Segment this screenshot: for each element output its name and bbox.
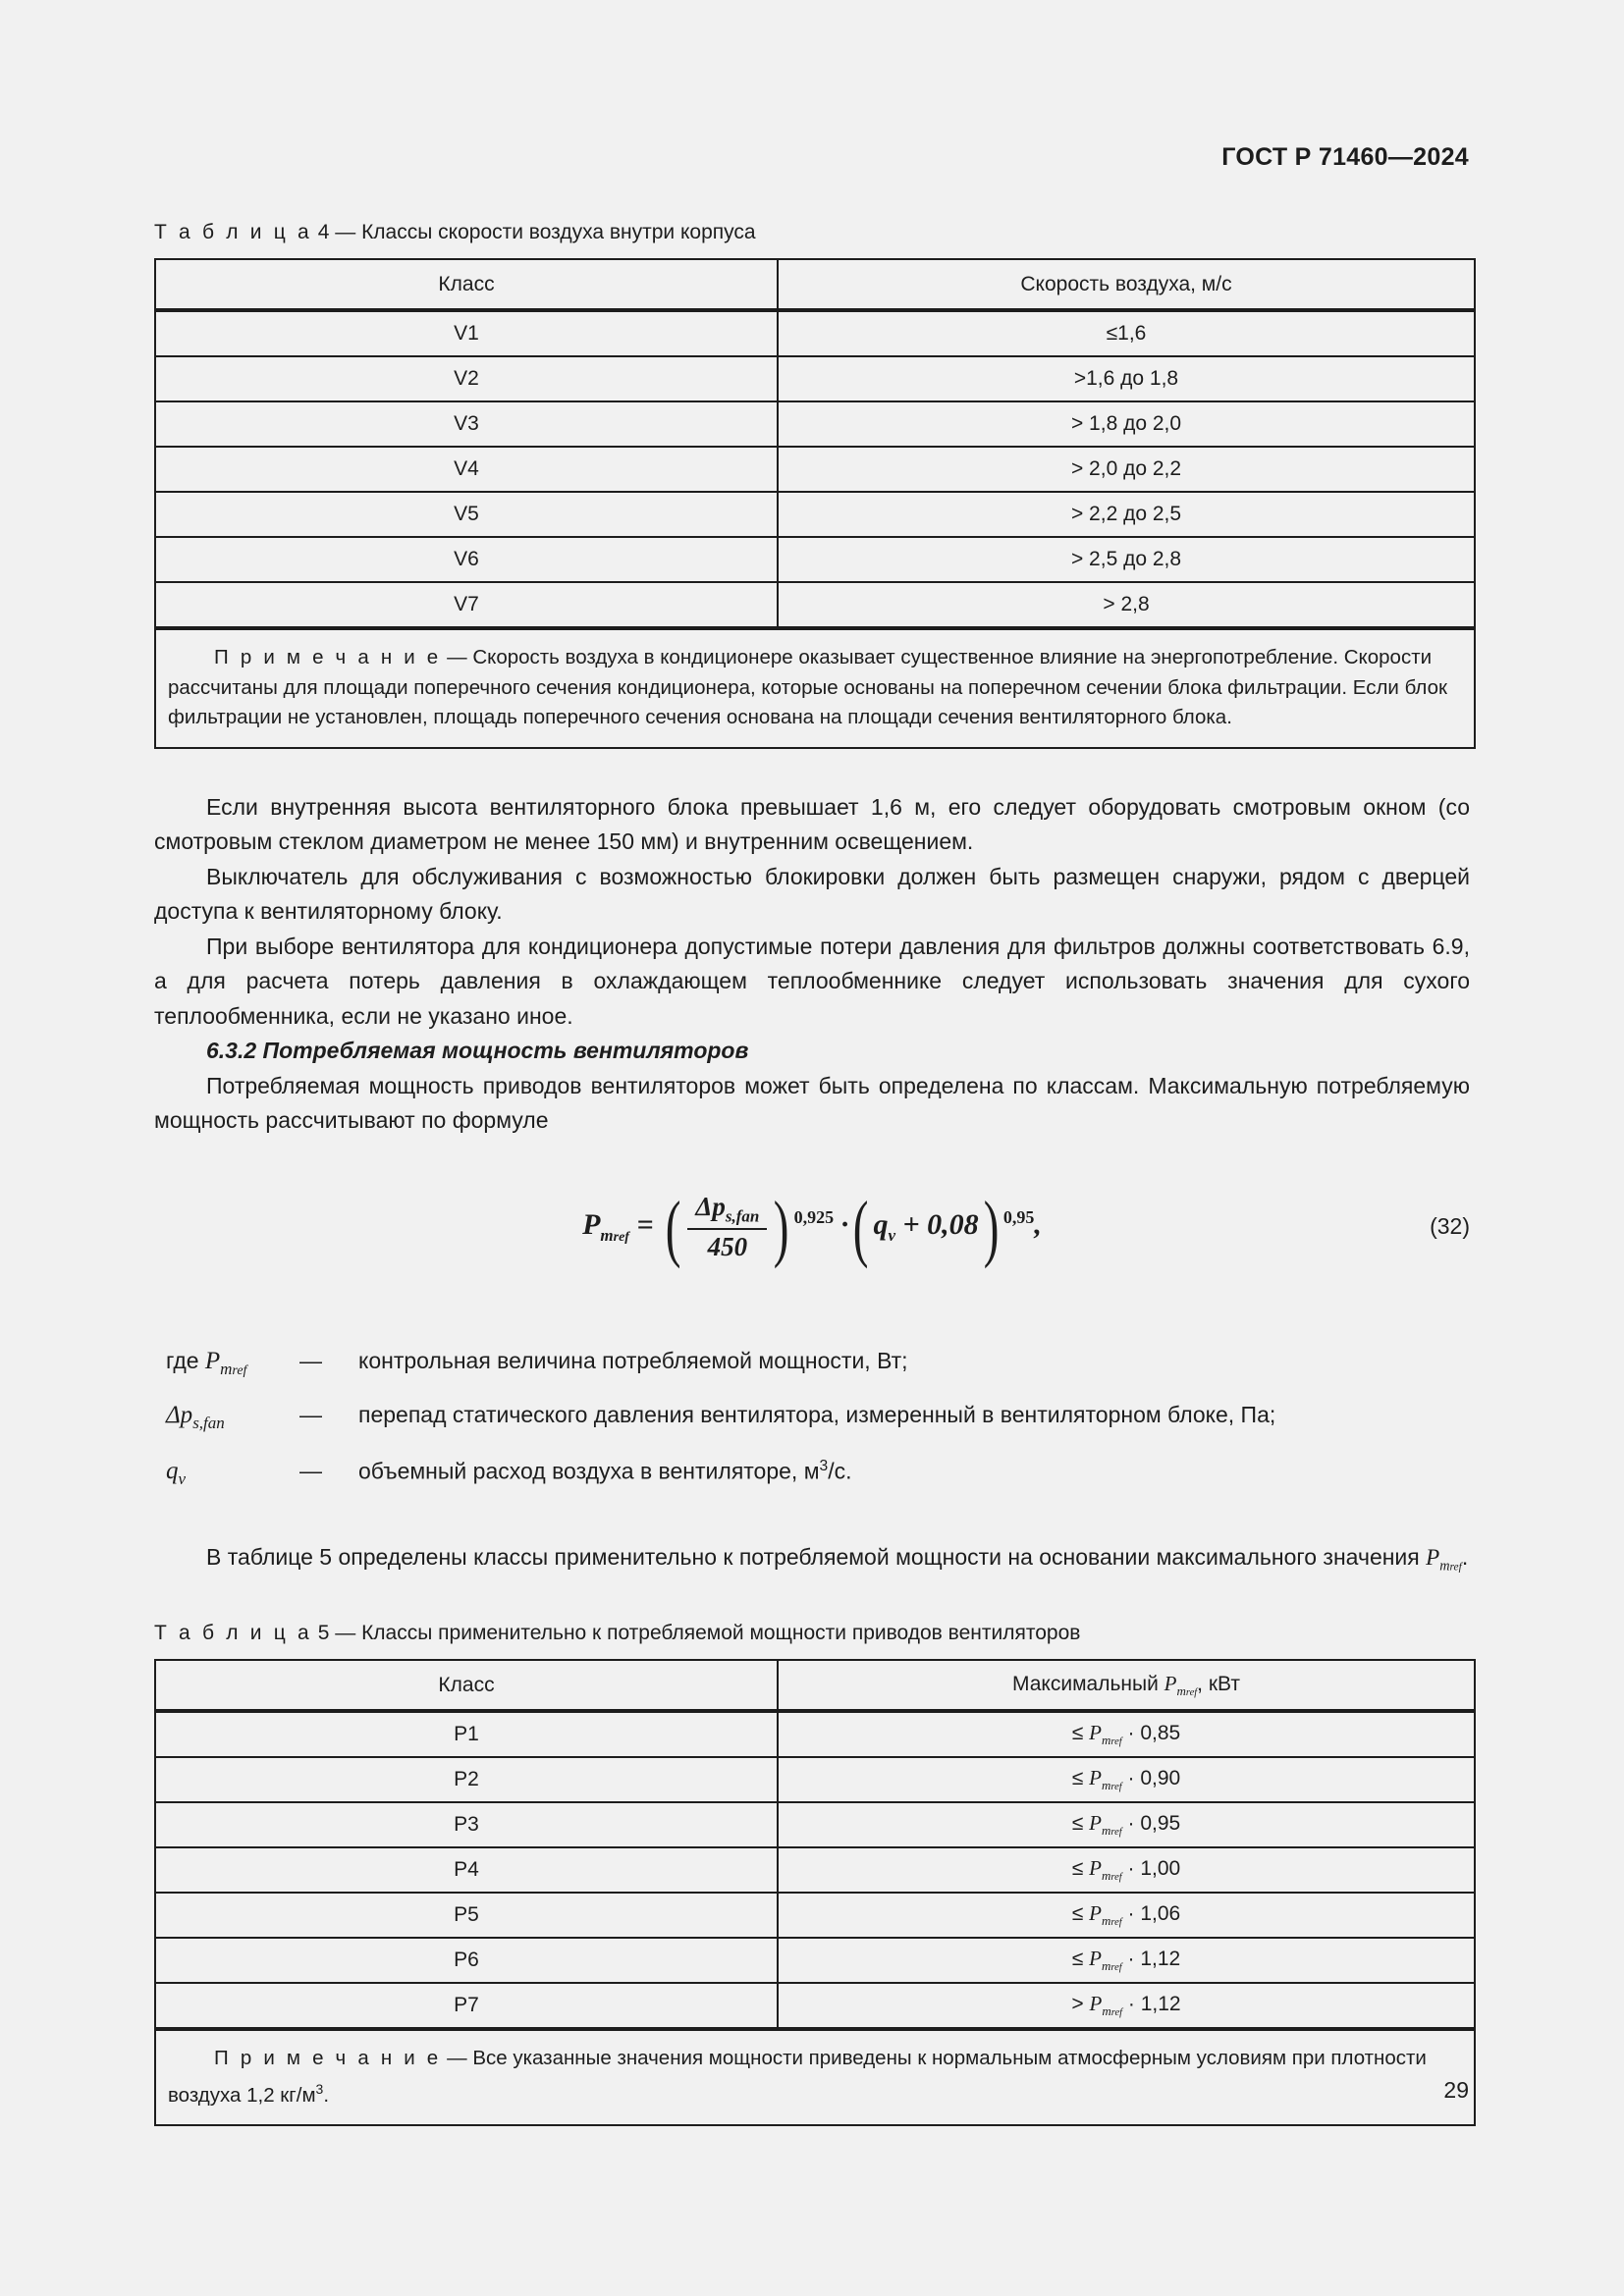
table5-cell-class: P2	[155, 1757, 778, 1802]
table5-cell-class: P5	[155, 1893, 778, 1938]
formula-lhs: $P_{mref}$	[582, 1207, 629, 1245]
table5-note-label: П р и м е ч а н и е	[214, 2047, 442, 2070]
table4-cell-class: V6	[155, 537, 778, 582]
table5-cell-value: ≤ $P_{mref} \cdot 1,12$	[778, 1938, 1475, 1983]
table-air-velocity-classes	[154, 258, 1476, 749]
formula-32-number: (32)	[1430, 1212, 1470, 1239]
table5-cell-class: P1	[155, 1711, 778, 1757]
table4-note	[155, 628, 1475, 748]
table4-caption-dash: —	[335, 221, 356, 243]
table5-caption-title: Классы применительно к потребляемой мощности приводов вентиляторов	[361, 1622, 1081, 1645]
table4-cell-class: V4	[155, 447, 778, 492]
formula-open-paren: (	[665, 1187, 681, 1270]
table4-caption-title: Классы скорости воздуха внутри корпуса	[361, 221, 756, 243]
table-row	[155, 582, 1475, 628]
list-item	[154, 1445, 1470, 1502]
table5-note-row	[155, 2029, 1475, 2125]
table5-cell-value: > $P_{mref} \cdot 1,12$	[778, 1983, 1475, 2029]
table5-cell-class: P4	[155, 1847, 778, 1893]
table4-cell-class: V3	[155, 401, 778, 447]
formula-comma: ,	[1034, 1207, 1042, 1241]
where-dash: —	[299, 1458, 322, 1484]
table5-cell-value: ≤ $P_{mref} \cdot 1,06$	[778, 1893, 1475, 1938]
table4-cell-value: > 1,8 до 2,0	[778, 401, 1475, 447]
table5-note-dash: —	[447, 2047, 467, 2070]
table4-cell-value: > 2,2 до 2,5	[778, 492, 1475, 537]
table5-cell-class: P7	[155, 1983, 778, 2029]
inline-pmref: $P_{mref}$	[1426, 1545, 1462, 1575]
table4-cell-value: > 2,0 до 2,2	[778, 447, 1475, 492]
table-row	[155, 1802, 1475, 1847]
table-row	[155, 447, 1475, 492]
table4-header-velocity: Скорость воздуха, м/с	[778, 259, 1475, 310]
table4-note-row	[155, 628, 1475, 748]
where-text-pmref: контрольная величина потребляемой мощности, Вт;	[358, 1347, 908, 1373]
where-symbol-dps-fan: $\Delta p_{s,fan}$	[166, 1401, 225, 1432]
table5-cell-value: ≤ $P_{mref} \cdot 0,90$	[778, 1757, 1475, 1802]
table5-caption-number: 5	[317, 1622, 330, 1645]
formula-equals: =	[636, 1207, 654, 1241]
table5-caption-dash: —	[335, 1622, 356, 1645]
table4-cell-class: V7	[155, 582, 778, 628]
formula-32-block	[154, 1178, 1470, 1294]
formula-second-exponent: 0,95	[1002, 1206, 1035, 1227]
where-dash: —	[299, 1401, 322, 1427]
paragraph-viewing-window: Если внутренняя высота вентиляторного блока превышает 1,6 м, его следует оборудовать смотровым окном (со смотровым стеклом диаметром не менее 150 мм) и внутренним освещением.	[154, 793, 1470, 854]
table5-cell-class: P6	[155, 1938, 778, 1983]
table-row	[155, 356, 1475, 401]
heading-6-3-2: 6.3.2 Потребляемая мощность вентиляторов	[206, 1038, 749, 1063]
page-number: 29	[1443, 2077, 1469, 2103]
table5-header-row	[155, 1660, 1475, 1711]
table-row	[155, 401, 1475, 447]
list-item	[154, 1393, 1470, 1445]
table-power-classes	[154, 1659, 1476, 2126]
table-row	[155, 1711, 1475, 1757]
list-item	[154, 1339, 1470, 1393]
table-row	[155, 310, 1475, 356]
formula-numerator: $\Delta p_{s,fan}$	[687, 1192, 767, 1230]
table4-header-class: Класс	[155, 259, 778, 310]
table4-cell-value: > 2,5 до 2,8	[778, 537, 1475, 582]
table-row	[155, 1847, 1475, 1893]
table5-cell-value: ≤ $P_{mref} \cdot 1,00$	[778, 1847, 1475, 1893]
table4-cell-class: V5	[155, 492, 778, 537]
table-row	[155, 1983, 1475, 2029]
table4-cell-value: >1,6 до 1,8	[778, 356, 1475, 401]
formula-open-paren-2: (	[852, 1187, 869, 1270]
table4-caption-label: Т а б л и ц а	[154, 221, 312, 243]
page-content	[154, 218, 1470, 2126]
formula-addend: 0,08	[927, 1207, 979, 1241]
paragraph-fan-selection: При выборе вентилятора для кондиционера допустимые потери давления для фильтров должны соответствовать 6.9, а для расчета потерь давления в охлаждающем теплообменнике следует использовать значения для сухого теплообменника, если не указано иное.	[154, 933, 1470, 1029]
paragraph-power-classes: Потребляемая мощность приводов вентиляторов может быть определена по классам. Максимальную потребляемую мощность рассчитывают по формуле	[154, 1072, 1470, 1133]
table4-cell-value: > 2,8	[778, 582, 1475, 628]
formula-close-paren: )	[774, 1187, 789, 1270]
table4-cell-value: ≤1,6	[778, 310, 1475, 356]
where-text-dps-fan: перепад статического давления вентилятора, измеренный в вентиляторном блоке, Па;	[358, 1401, 1276, 1427]
table4-caption-number: 4	[317, 221, 330, 243]
table5-header-max-power: Максимальный $P_{mref}$, кВт	[778, 1660, 1475, 1711]
table-row	[155, 492, 1475, 537]
header-pmref-symbol: $P_{mref}$	[1164, 1671, 1198, 1698]
table4-caption	[154, 218, 1470, 247]
formula-fraction	[687, 1192, 767, 1262]
table5-caption-label: Т а б л и ц а	[154, 1622, 312, 1645]
table5-cell-value: ≤ $P_{mref} \cdot 0,85$	[778, 1711, 1475, 1757]
where-symbol-qv: $q_v$	[166, 1458, 187, 1489]
table4-note-label: П р и м е ч а н и е	[214, 646, 442, 668]
table-row	[155, 1938, 1475, 1983]
table4-cell-class: V1	[155, 310, 778, 356]
formula-32	[154, 1187, 1470, 1270]
where-symbol-pmref: где $P_{mref}$	[166, 1347, 247, 1378]
paragraph-table5-intro: В таблице 5 определены классы применительно к потребляемой мощности на основании максимального значения $P_{mref}$.	[206, 1544, 1469, 1575]
formula-denominator: 450	[707, 1231, 748, 1261]
table4-note-dash: —	[447, 646, 467, 668]
paragraph-service-switch: Выключатель для обслуживания с возможностью блокировки должен быть размещен снаружи, рядом с дверцей доступа к вентиляторному блоку.	[154, 863, 1470, 924]
table-row	[155, 1893, 1475, 1938]
table4-note-text: Скорость воздуха в кондиционере оказывает существенное влияние на энергопотребление. Скорости рассчитаны для площади поперечного сечения кондиционера, которые основаны на поперечном сечении блока фильтрации. Если блок фильтрации не установлен, площадь поперечного сечения основана на площади сечения вентиляторного блока.	[168, 646, 1447, 728]
table5-note	[155, 2029, 1475, 2125]
table4-cell-class: V2	[155, 356, 778, 401]
table5-note-text: Все указанные значения мощности приведены к нормальным атмосферным условиям при плотности воздуха 1,2 $кг/м^3$.	[168, 2047, 1427, 2107]
formula-q: $q_v$	[873, 1207, 895, 1245]
table5-cell-value: ≤ $P_{mref} \cdot 0,95$	[778, 1802, 1475, 1847]
where-dash: —	[299, 1347, 322, 1373]
formula-outer-exponent: 0,925	[793, 1206, 835, 1227]
table5-caption	[154, 1619, 1470, 1648]
where-text-qv: объемный расход воздуха в вентиляторе, $м^3/с$.	[358, 1457, 852, 1484]
table5-cell-class: P3	[155, 1802, 778, 1847]
table-row	[155, 537, 1475, 582]
table5-header-class: Класс	[155, 1660, 778, 1711]
formula-close-paren-2: )	[983, 1187, 1000, 1270]
table-row	[155, 1757, 1475, 1802]
formula-plus: +	[902, 1207, 920, 1241]
formula-variable-definitions	[154, 1339, 1470, 1502]
formula-dot: ·	[840, 1207, 849, 1241]
page-header-standard-number: ГОСТ Р 71460—2024	[1221, 143, 1469, 171]
table4-header-row	[155, 259, 1475, 310]
